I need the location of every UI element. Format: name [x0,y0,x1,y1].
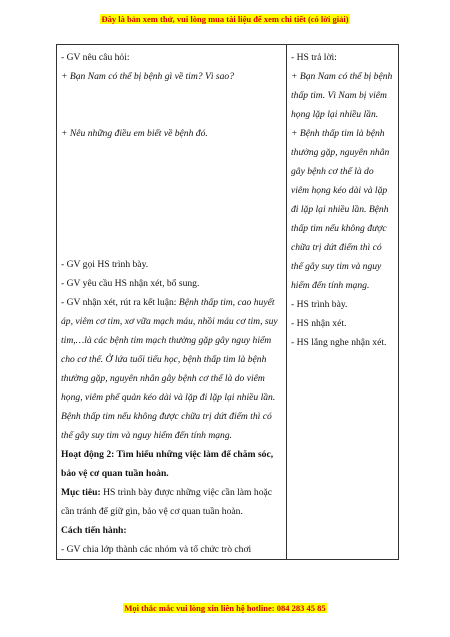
hotline-banner [0,603,450,613]
gv-question-intro: - GV nêu câu hỏi: [61,52,130,63]
student-activity-column [287,45,399,560]
preview-notice-banner [0,14,450,24]
hs-answer-intro: - HS trả lời: [291,52,337,63]
method-label: Cách tiến hành: [61,525,127,536]
preview-notice-text: Đây là bản xem thử, vui lòng mua tài liệu để xem chi tiết (có lời giải) [101,14,349,24]
objective [61,483,282,521]
answer-2: + Bệnh thấp tim là bệnh thường gặp, nguyên nhân gây bệnh cơ thể là do viêm họng kéo dài và lặp đi lặp lại nhiều lần. Bệnh thấp tim nếu không được chữa trị dứt điểm thì có thể gây suy tim và nguy hiểm đến tính mạng. [291,128,390,291]
question-1: + Bạn Nam có thể bị bệnh gì về tim? Vì sao? [61,71,235,82]
answer-1: + Bạn Nam có thể bị bệnh thấp tim. Vì Nam bị viêm họng lặp lại nhiều lần. [291,71,393,120]
conclusion [61,293,282,445]
objective-label: Mục tiêu: [61,487,101,498]
method-first-step: - GV chia lớp thành các nhóm và tổ chức trò chơi [61,544,252,555]
hs-present: - HS trình bày. [291,299,348,310]
hs-comment: - HS nhận xét. [291,318,347,329]
teacher-activity-column [57,45,287,560]
lesson-table [56,44,399,560]
activity-title: Hoạt động 2: Tìm hiểu những việc làm để chăm sóc, bảo vệ cơ quan tuần hoàn. [61,449,274,479]
hotline-text: Mọi thắc mắc vui lòng xin liên hệ hotline: 084 283 45 85 [124,603,326,613]
table-row [57,45,399,560]
ask-comment: - GV yêu cầu HS nhận xét, bổ sung. [61,278,200,289]
conclusion-text: Bệnh thấp tim, cao huyết áp, viêm cơ tim, xơ vữa mạch máu, nhồi máu cơ tim, suy tim,…là các bệnh tim mạch thường gặp gây nguy hiểm cho cơ thể. Ở lứa tuổi tiểu học, bệnh thấp tim là bệnh thường gặp, nguyên nhân gây bệnh cơ thể là do viêm họng, viêm phế quản kéo dài và lặp đi lặp lại nhiều lần. Bệnh thấp tim nếu không được chữa trị dứt điểm thì có thể gây suy tim và nguy hiểm đến tính mạng. [61,297,278,441]
conclusion-prefix: - GV nhận xét, rút ra kết luận: [61,297,179,308]
call-present: - GV gọi HS trình bày. [61,259,149,270]
question-2: + Nêu những điều em biết về bệnh đó. [61,128,208,139]
hs-listen: - HS lắng nghe nhận xét. [291,337,387,348]
objective-text: HS trình bày được những việc cần làm hoặc cần tránh để giữ gìn, bảo vệ cơ quan tuần hoàn. [61,487,273,517]
